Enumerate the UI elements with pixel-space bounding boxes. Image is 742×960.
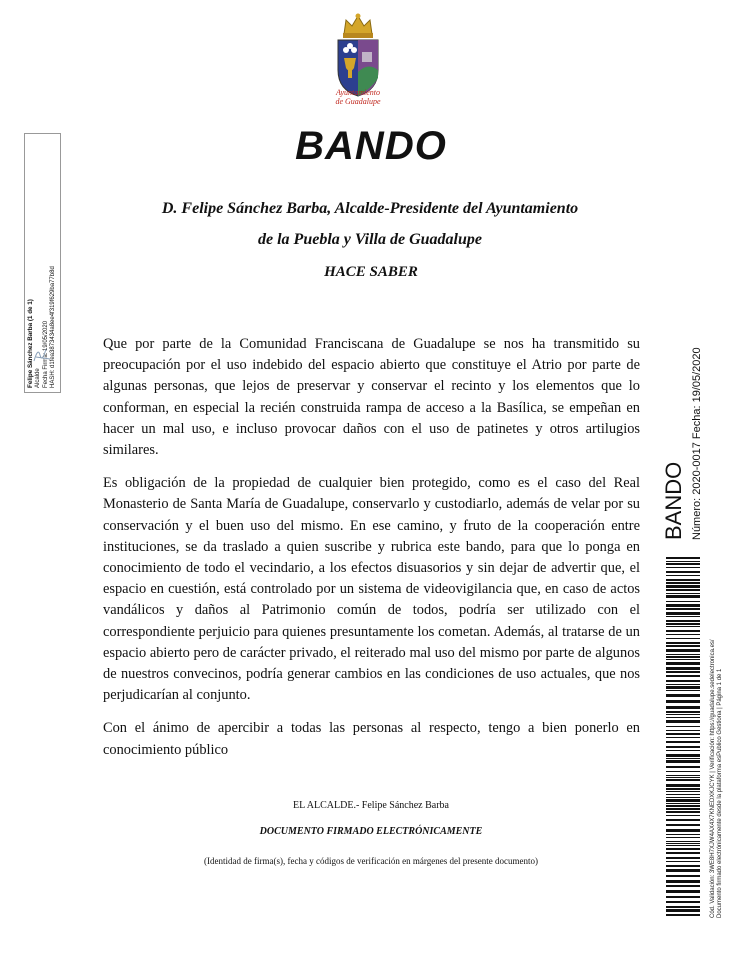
barcode-bar	[666, 579, 700, 581]
barcode-bar	[666, 861, 700, 862]
hace-saber-heading: HACE SABER	[324, 264, 418, 280]
body-paragraph: Que por parte de la Comunidad Franciscana de Guadalupe se nos ha transmitido su preocupación por el uso indebido del espacio abierto que constituye el Atrio por parte de algunas personas, que lejos de preservar y conservar el recinto y los elementos que lo conforman, en especial la recién construida rampa de acceso a la Basílica, se empeñan en hacer un mal uso, e incluso provocar daños con el uso de patinetes y otros artilugios similares.	[103, 336, 640, 459]
body-paragraph: Con el ánimo de apercibir a todas las personas al respecto, tengo a bien ponerlo en conocimiento público	[103, 720, 640, 758]
barcode-bar	[666, 811, 700, 813]
barcode-bar	[666, 779, 700, 781]
barcode-bar	[666, 557, 700, 559]
barcode-bar	[666, 608, 700, 610]
subtitle	[60, 193, 680, 255]
barcode-bar	[666, 642, 700, 644]
barcode-bar	[666, 720, 700, 723]
barcode-bar	[666, 634, 700, 635]
barcode-bar	[666, 563, 700, 565]
barcode-bar	[666, 649, 700, 652]
barcode-bar	[666, 775, 700, 776]
barcode-bar	[666, 675, 700, 677]
barcode-bar	[666, 595, 700, 598]
barcode-bar	[666, 671, 700, 673]
barcode-bar	[666, 843, 700, 844]
barcode-bar	[666, 837, 700, 838]
crest-caption: Ayuntamiento de Guadalupe	[335, 88, 381, 106]
barcode-bar	[666, 694, 700, 697]
barcode-icon	[666, 557, 700, 917]
barcode-bar	[666, 638, 700, 639]
barcode-bar	[666, 711, 700, 713]
barcode-bar	[666, 824, 700, 826]
barcode-bar	[666, 808, 700, 810]
barcode-bar	[666, 914, 700, 916]
barcode-bar	[666, 890, 700, 893]
barcode-bar	[666, 620, 700, 622]
barcode-bar	[666, 700, 700, 703]
barcode-bar	[666, 726, 700, 727]
barcode-bar	[666, 593, 700, 594]
barcode-bar	[666, 852, 700, 854]
barcode-bar	[666, 841, 700, 842]
barcode-bar	[666, 706, 700, 709]
barcode-bar	[666, 604, 700, 607]
barcode-bar	[666, 784, 700, 787]
barcode-bar	[666, 788, 700, 790]
barcode-bar	[666, 885, 700, 887]
barcode-bar	[666, 690, 700, 691]
barcode-bar	[666, 582, 700, 584]
margin-numero-fecha: Número: 2020-0017 Fecha: 19/05/2020	[691, 347, 703, 540]
verification-line-2: Documento firmado electrónicamente desde la plataforma esPublico Gestiona | Página 1 de 1	[717, 668, 723, 918]
signature-box-text: Felipe Sánchez Barba (1 de 1) Alcalde Fecha Firma: 19/05/2020 HASH: d1fea3873434a8ee4f319f629ba77b8d	[27, 266, 57, 388]
barcode-bar	[666, 771, 700, 772]
barcode-bar	[666, 585, 700, 588]
barcode-bar	[666, 875, 700, 877]
barcode-bar	[666, 909, 700, 912]
barcode-bar	[666, 746, 700, 748]
signature-identity-note: (Identidad de firma(s), fecha y códigos de verificación en márgenes del presente documento)	[204, 856, 538, 866]
barcode-bar	[666, 714, 700, 715]
barcode-bar	[666, 845, 700, 846]
barcode-bar	[666, 567, 700, 568]
barcode-bar	[666, 799, 700, 802]
barcode-bar	[666, 730, 700, 731]
barcode-bar	[666, 829, 700, 832]
barcode-bar	[666, 803, 700, 804]
barcode-bar	[666, 819, 700, 821]
barcode-bar	[666, 857, 700, 859]
barcode-bar	[666, 896, 700, 898]
barcode-bar	[666, 575, 700, 576]
page-title: BANDO	[295, 124, 447, 168]
barcode-bar	[666, 760, 700, 763]
barcode-bar	[666, 737, 700, 738]
barcode-bar	[666, 880, 700, 883]
barcode-bar	[666, 733, 700, 735]
barcode-bar	[666, 612, 700, 615]
barcode-bar	[666, 815, 700, 816]
barcode-bar	[666, 741, 700, 743]
barcode-bar	[666, 654, 700, 655]
barcode-bar	[666, 656, 700, 658]
barcode-bar	[666, 794, 700, 795]
barcode-bar	[666, 906, 700, 908]
body-paragraph: Es obligación de la propiedad de cualquier bien protegido, como es el caso del Real Monasterio de Santa María de Guadalupe, conservarlo y custodiarlo, además de velar por su conservación y el buen uso del mismo. En ese camino, y fruto de la cooperación entre instituciones, se da traslado a quien suscribe y rubrica este bando, para que lo ponga en conocimiento de todo el vecindario, a los efectos disuasorios y sin dejar de advertir que, el espacio en cuestión, está controlado por un sistema de videovigilancia que, en caso de actos vandálicos y daños al Patrimonio común de todos, podría ser utilizado con el correspondiente perjuicio para quienes presuntamente los cometan. Además, al tratarse de un espacio abierto pero de carácter privado, el reiterado mal uso del mismo por parte de algunos de nuestros convecinos, podría generar cambios en las condiciones de uso actuales, que nos perjudicarían al conjunto.	[103, 475, 640, 704]
barcode-bar	[666, 662, 700, 665]
barcode-bar	[666, 758, 700, 759]
handwritten-signature-icon	[30, 343, 54, 365]
subtitle-line-1: D. Felipe Sánchez Barba, Alcalde-Presidente del Ayuntamiento	[161, 200, 579, 217]
margin-bando-label: BANDO	[661, 461, 686, 540]
barcode-bar	[666, 797, 700, 798]
barcode-bar	[666, 589, 700, 591]
barcode-bar	[666, 869, 700, 872]
barcode-bar	[666, 616, 700, 617]
barcode-bar	[666, 630, 700, 632]
barcode-bar	[666, 848, 700, 850]
barcode-bar	[666, 777, 700, 778]
barcode-bar	[666, 834, 700, 835]
barcode-bar	[666, 645, 700, 647]
barcode-bar	[666, 754, 700, 757]
barcode-bar	[666, 626, 700, 627]
barcode-bar	[666, 791, 700, 792]
barcode-bar	[666, 680, 700, 682]
barcode-bar	[666, 805, 700, 807]
barcode-bar	[666, 659, 700, 660]
verification-line-1: Cód. Validación: 3WE8H7XJW4AX4X7KNEDXKJCYK | Verificación: https://guadalupe.sedelectronica.es/	[710, 639, 716, 918]
barcode-bar	[666, 766, 700, 768]
barcode-bar	[666, 571, 700, 573]
barcode-bar	[666, 750, 700, 751]
barcode-bar	[666, 561, 700, 562]
barcode-bar	[666, 865, 700, 867]
document-body	[103, 334, 640, 773]
barcode-bar	[666, 717, 700, 718]
barcode-bar	[666, 686, 700, 689]
signatory-line: EL ALCALDE.- Felipe Sánchez Barba	[293, 800, 449, 811]
barcode-bar	[666, 684, 700, 685]
barcode-bar	[666, 901, 700, 903]
subtitle-line-2: de la Puebla y Villa de Guadalupe	[258, 231, 482, 248]
electronic-signature-note: DOCUMENTO FIRMADO ELECTRÓNICAMENTE	[259, 826, 483, 837]
barcode-bar	[666, 667, 700, 670]
barcode-bar	[666, 601, 700, 602]
barcode-bar	[666, 623, 700, 625]
